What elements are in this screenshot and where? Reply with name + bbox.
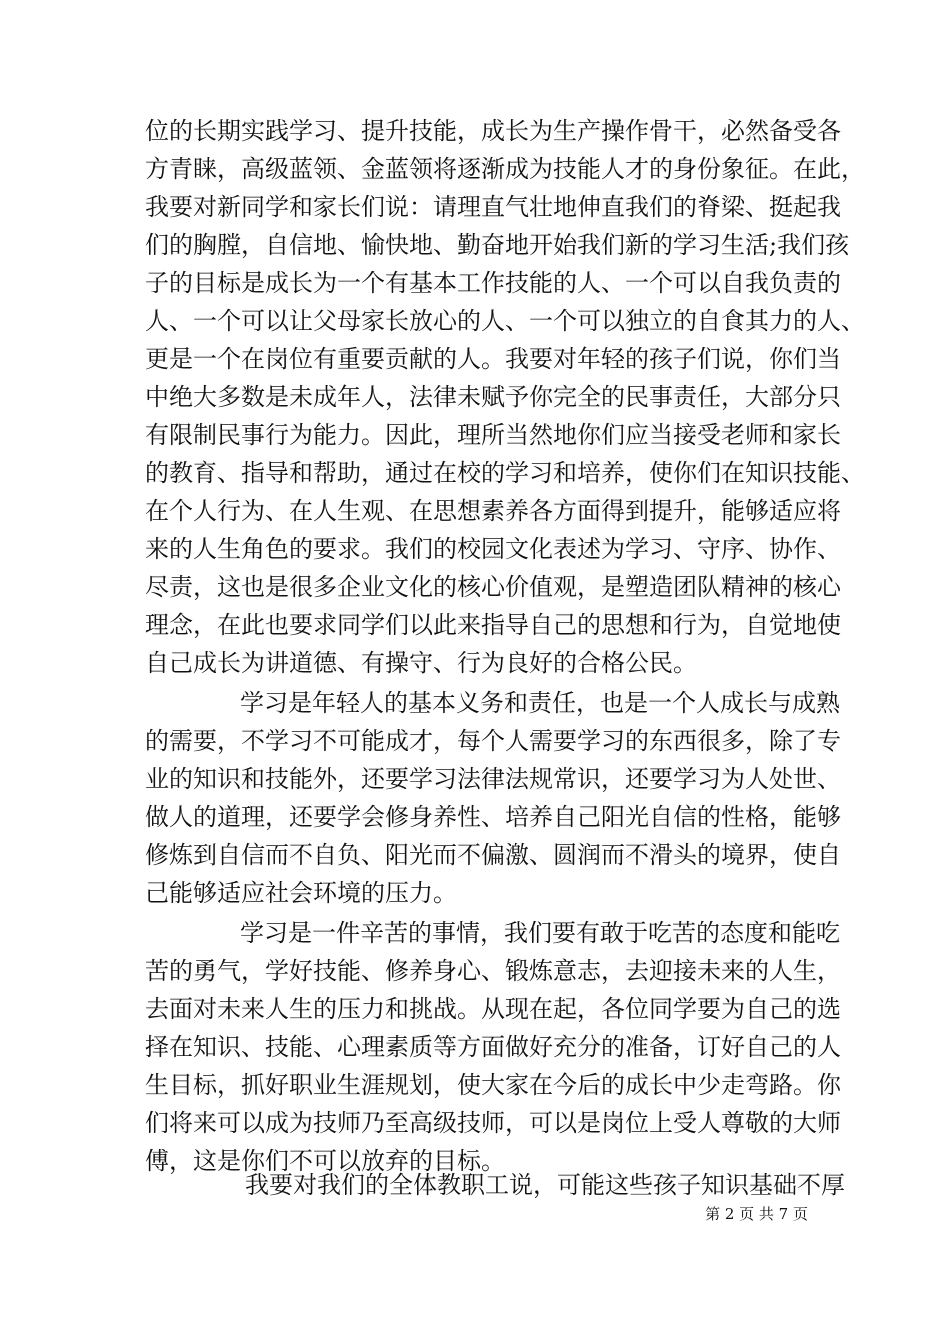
text-line-2: 方青睐，高级蓝领、金蓝领将逐渐成为技能人才的身份象征。在此， <box>145 155 865 183</box>
text-line-27: 们将来可以成为技师乃至高级技师，可以是岗位上受人尊敬的大师 <box>145 1109 841 1137</box>
text-line-15: 自己成长为讲道德、有操守、行为良好的合格公民。 <box>145 649 697 677</box>
text-line-19: 做人的道理，还要学会修身养性、培养自己阳光自信的性格，能够 <box>145 803 841 831</box>
paragraph-2-first-line: 学习是年轻人的基本义务和责任，也是一个人成长与成熟 <box>240 689 840 717</box>
text-line-13: 尽责，这也是很多企业文化的核心价值观，是塑造团队精神的核心 <box>145 573 841 601</box>
page-number: 第 2 页 共 7 页 <box>705 1205 808 1223</box>
text-line-10: 的教育、指导和帮助，通过在校的学习和培养，使你们在知识技能、 <box>145 459 865 487</box>
text-line-28: 傅，这是你们不可以放弃的目标。 <box>145 1147 505 1175</box>
text-line-5: 子的目标是成长为一个有基本工作技能的人、一个可以自我负责的 <box>145 269 841 297</box>
text-line-8: 中绝大多数是未成年人，法律未赋予你完全的民事责任，大部分只 <box>145 383 841 411</box>
text-line-11: 在个人行为、在人生观、在思想素养各方面得到提升，能够适应将 <box>145 497 841 525</box>
text-line-25: 择在知识、技能、心理素质等方面做好充分的准备，订好自己的人 <box>145 1033 841 1061</box>
text-line-18: 业的知识和技能外，还要学习法律法规常识，还要学习为人处世、 <box>145 765 841 793</box>
text-line-20: 修炼到自信而不自负、阳光而不偏激、圆润而不滑头的境界，使自 <box>145 841 841 869</box>
text-line-9: 有限制民事行为能力。因此，理所当然地你们应当接受老师和家长 <box>145 421 841 449</box>
text-line-24: 去面对未来人生的压力和挑战。从现在起，各位同学要为自己的选 <box>145 995 841 1023</box>
text-line-1: 位的长期实践学习、提升技能，成长为生产操作骨干，必然备受各 <box>145 117 841 145</box>
text-line-4: 们的胸膛，自信地、愉快地、勤奋地开始我们新的学习生活;我们孩 <box>145 231 850 259</box>
text-line-3: 我要对新同学和家长们说：请理直气壮地伸直我们的脊梁、挺起我 <box>145 193 841 221</box>
text-line-14: 理念，在此也要求同学们以此来指导自己的思想和行为，自觉地使 <box>145 611 841 639</box>
text-line-17: 的需要，不学习不可能成才，每个人需要学习的东西很多，除了专 <box>145 727 841 755</box>
paragraph-4-first-line: 我要对我们的全体教职工说，可能这些孩子知识基础不厚 <box>245 1171 845 1199</box>
text-line-26: 生目标，抓好职业生涯规划，使大家在今后的成长中少走弯路。你 <box>145 1071 841 1099</box>
text-line-7: 更是一个在岗位有重要贡献的人。我要对年轻的孩子们说，你们当 <box>145 345 841 373</box>
text-line-21: 己能够适应社会环境的压力。 <box>145 879 457 907</box>
text-line-23: 苦的勇气，学好技能、修养身心、锻炼意志，去迎接未来的人生， <box>145 957 841 985</box>
paragraph-3-first-line: 学习是一件辛苦的事情，我们要有敢于吃苦的态度和能吃 <box>240 919 840 947</box>
text-line-6: 人、一个可以让父母家长放心的人、一个可以独立的自食其力的人、 <box>145 307 865 335</box>
text-line-12: 来的人生角色的要求。我们的校园文化表述为学习、守序、协作、 <box>145 535 841 563</box>
